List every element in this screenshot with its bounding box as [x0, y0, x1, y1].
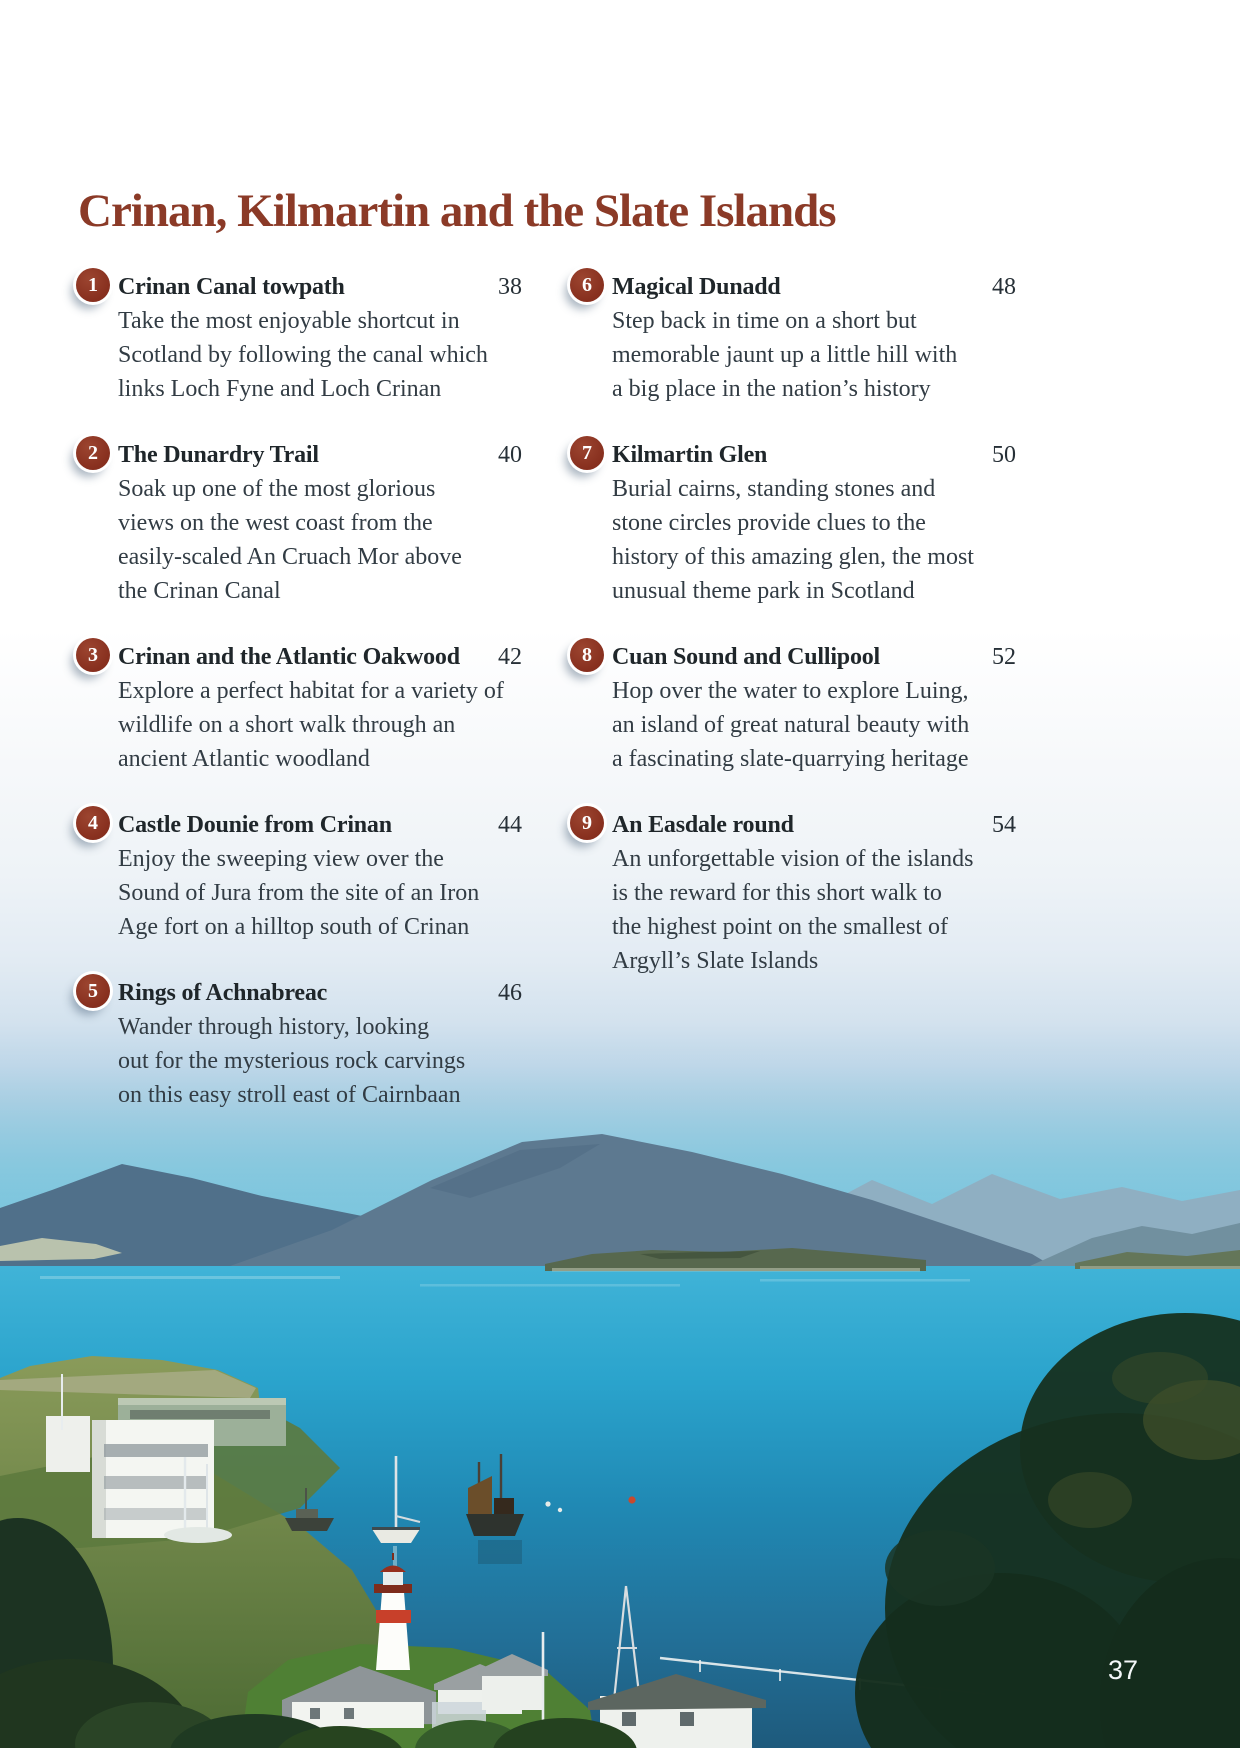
- walk-page-ref: 48: [992, 274, 1016, 300]
- walk-number-badge: 1: [76, 268, 110, 302]
- walk-description: Soak up one of the most glorious views on the west coast from the easily-scaled An Cruach Mor above the Crinan Canal: [118, 476, 462, 604]
- walk-description: Wander through history, looking out for the mysterious rock carvings on this easy stroll east of Cairnbaan: [118, 1014, 466, 1108]
- walk-description: Take the most enjoyable shortcut in Scotland by following the canal which links Loch Fyne and Loch Crinan: [118, 308, 488, 402]
- walk-page-ref: 40: [498, 442, 522, 468]
- walk-title: Magical Dunadd: [612, 274, 781, 300]
- walk-number-badge: 2: [76, 436, 110, 470]
- walk-title: Crinan and the Atlantic Oakwood: [118, 644, 460, 670]
- walk-number-badge: 9: [570, 806, 604, 840]
- walk-title: An Easdale round: [612, 812, 794, 838]
- walk-title: Cuan Sound and Cullipool: [612, 644, 881, 670]
- page-number: 37: [1108, 1655, 1139, 1685]
- walk-title: Rings of Achnabreac: [118, 980, 328, 1006]
- walk-description: An unforgettable vision of the islands is the reward for this short walk to the highest point on the smallest of Argyll’s Slate Islands: [612, 846, 974, 974]
- walk-description: Hop over the water to explore Luing, an island of great natural beauty with a fascinating slate-quarrying heritage: [612, 678, 970, 772]
- walk-page-ref: 50: [992, 442, 1016, 468]
- walk-title: Castle Dounie from Crinan: [118, 812, 392, 838]
- walk-description: Enjoy the sweeping view over the Sound of Jura from the site of an Iron Age fort on a hilltop south of Crinan: [118, 846, 480, 940]
- walk-entry: [582, 270, 1092, 406]
- walk-description: Step back in time on a short but memorable jaunt up a little hill with a big place in the nation’s history: [612, 308, 958, 402]
- walk-entry: [582, 808, 1092, 978]
- walk-description: Explore a perfect habitat for a variety of wildlife on a short walk through an ancient Atlantic woodland: [118, 678, 504, 772]
- walk-number-badge: 4: [76, 806, 110, 840]
- harbour-photo: [0, 1048, 1240, 1748]
- walk-entry: [88, 976, 598, 1112]
- walk-title: Crinan Canal towpath: [118, 274, 345, 300]
- walk-entry: [582, 640, 1092, 776]
- walk-page-ref: 42: [498, 644, 522, 670]
- walk-page-ref: 52: [992, 644, 1016, 670]
- walk-page-ref: 46: [498, 980, 522, 1006]
- walk-entry: [88, 438, 598, 608]
- walk-entry: [582, 438, 1092, 608]
- page-title: Crinan, Kilmartin and the Slate Islands: [78, 185, 836, 237]
- walk-title: The Dunardry Trail: [118, 442, 319, 468]
- walk-page-ref: 54: [992, 812, 1016, 838]
- walk-page-ref: 38: [498, 274, 522, 300]
- walk-entry: [88, 808, 598, 944]
- walk-number-badge: 3: [76, 638, 110, 672]
- walk-number-badge: 7: [570, 436, 604, 470]
- walk-page-ref: 44: [498, 812, 522, 838]
- walk-number-badge: 6: [570, 268, 604, 302]
- walk-number-badge: 8: [570, 638, 604, 672]
- walk-entry: [88, 640, 598, 776]
- walk-title: Kilmartin Glen: [612, 442, 768, 468]
- walk-entry: [88, 270, 598, 406]
- walk-description: Burial cairns, standing stones and stone circles provide clues to the history of this amazing glen, the most unusual theme park in Scotland: [612, 476, 974, 604]
- walk-number-badge: 5: [76, 974, 110, 1008]
